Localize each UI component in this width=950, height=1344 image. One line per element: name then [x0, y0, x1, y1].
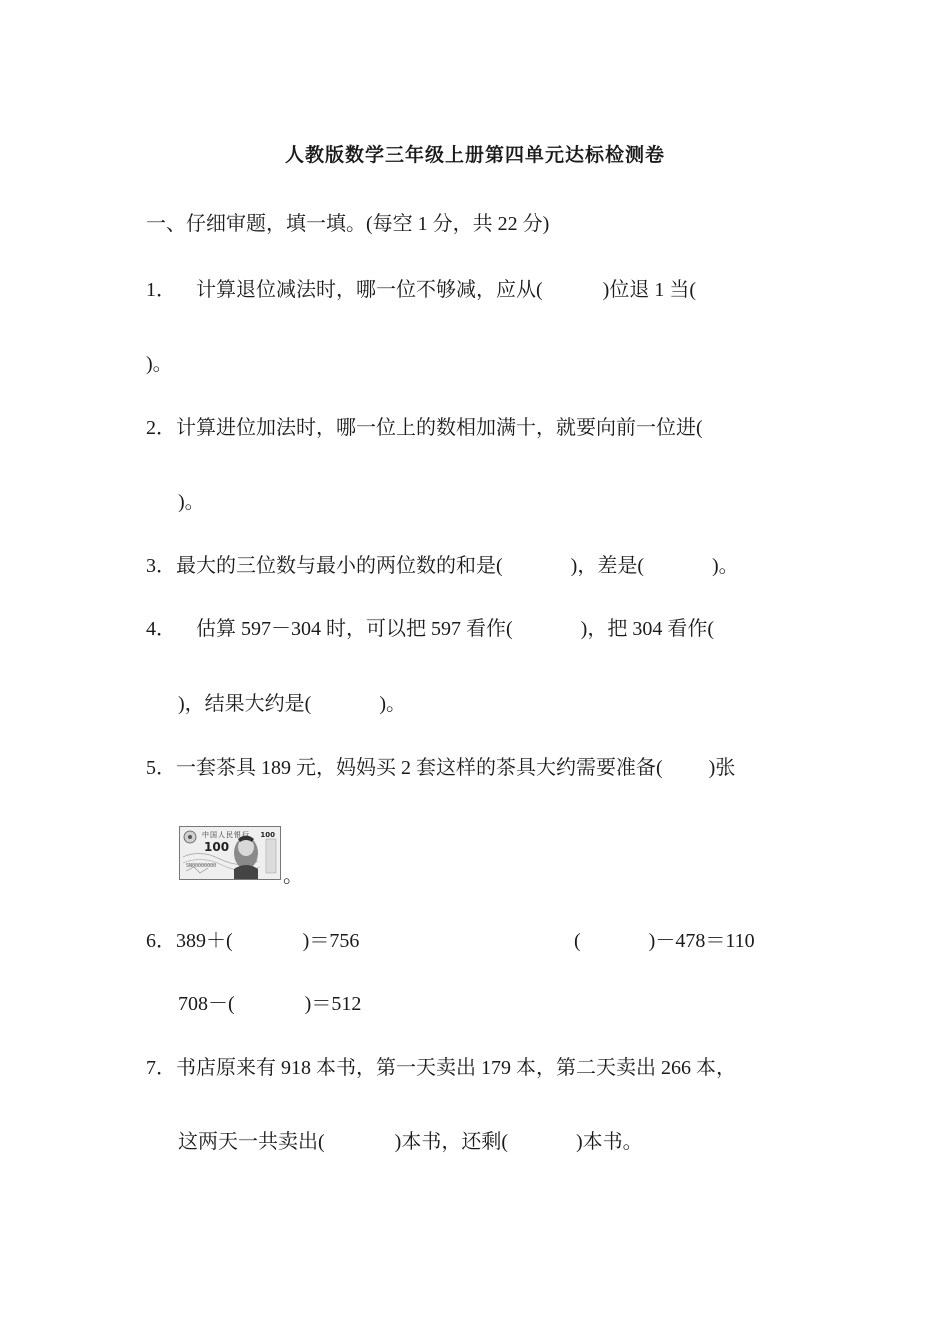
question-text: )，把 304 看作(	[580, 618, 714, 640]
page-title: 人教版数学三年级上册第四单元达标检测卷	[284, 144, 665, 166]
question-5-cont	[283, 862, 303, 890]
question-4	[146, 615, 714, 643]
question-text: 最大的三位数与最小的两位数的和是(	[176, 555, 503, 577]
question-text: )。	[712, 555, 739, 577]
section-heading: 一、仔细审题，填一填。(每空 1 分，共 22 分)	[146, 213, 550, 235]
banknote-bank-name: 中国人民银行	[202, 831, 250, 839]
banknote-100-yuan-image	[179, 826, 281, 880]
equation-1-right: )＝756	[302, 930, 360, 952]
equation-2-left: (	[574, 930, 581, 952]
question-text: )。	[178, 491, 205, 513]
question-2	[146, 414, 703, 442]
banknote-denomination-small: 100	[260, 831, 275, 839]
question-6	[146, 927, 359, 955]
question-2-cont	[178, 488, 205, 516]
question-text: )，差是(	[570, 555, 644, 577]
question-text: 计算退位减法时，哪一位不够减，应从(	[196, 279, 543, 301]
question-text: )。	[146, 353, 173, 375]
question-number: 5．	[146, 757, 176, 779]
equation-2-right: )－478＝110	[648, 930, 755, 952]
question-number: 3．	[146, 555, 176, 577]
question-1	[146, 276, 696, 304]
question-7	[146, 1054, 736, 1082]
question-3	[146, 552, 739, 580]
question-number: 1．	[146, 279, 176, 301]
banknote-serial: SN00000000	[186, 863, 217, 869]
question-text: 书店原来有 918 本书，第一天卖出 179 本，第二天卖出 266 本，	[176, 1057, 736, 1079]
question-1-cont	[146, 350, 173, 378]
question-number: 7．	[146, 1057, 176, 1079]
question-text: )本书，还剩(	[394, 1131, 508, 1153]
question-text: 一套茶具 189 元，妈妈买 2 套这样的茶具大约需要准备(	[176, 757, 663, 779]
question-number: 6．	[146, 930, 176, 952]
question-text: )张	[708, 757, 736, 779]
question-text: )本书。	[576, 1131, 643, 1153]
equation-3-left: 708－(	[178, 993, 235, 1015]
equation-3-right: )＝512	[304, 993, 362, 1015]
question-number: 4．	[146, 618, 176, 640]
equation-1-left: 389＋(	[176, 930, 233, 952]
question-text: )位退 1 当(	[602, 279, 696, 301]
question-7-cont	[178, 1128, 643, 1156]
question-text: 这两天一共卖出(	[178, 1131, 325, 1153]
question-text: 计算进位加法时，哪一位上的数相加满十，就要向前一位进(	[176, 417, 703, 439]
question-4-cont	[178, 690, 406, 718]
question-text: )，结果大约是(	[178, 693, 312, 715]
question-text: )。	[379, 693, 406, 715]
question-5	[146, 754, 735, 782]
banknote-denomination: 100	[204, 840, 230, 854]
question-text: 。	[283, 865, 303, 887]
equation-3	[178, 990, 361, 1018]
question-number: 2．	[146, 417, 176, 439]
equation-2	[574, 927, 755, 955]
question-text: 估算 597－304 时，可以把 597 看作(	[196, 618, 513, 640]
